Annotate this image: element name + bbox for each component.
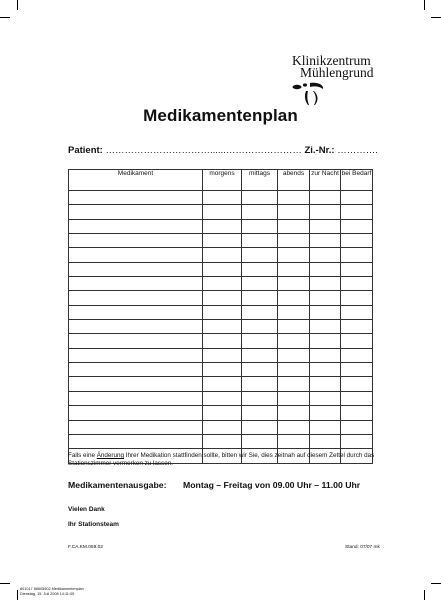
table-cell[interactable] — [203, 234, 242, 248]
table-cell[interactable] — [69, 420, 203, 434]
crop-mark — [17, 0, 18, 10]
table-cell[interactable] — [278, 277, 310, 291]
table-cell[interactable] — [310, 334, 341, 348]
print-info-line-2: Dienstag, 15. Juli 2008 14:11:05 — [20, 592, 75, 596]
table-cell[interactable] — [242, 291, 278, 305]
table-row — [69, 334, 373, 348]
table-cell[interactable] — [242, 305, 278, 319]
form-code: F.CA.KM.059.02 — [68, 545, 103, 550]
note-text-after: Ihrer Medikation stattfinden sollte, bitten wir Sie, dies zeitnah auf diesem Zettel durch das Stationszimmer vermerken zu lassen. — [68, 452, 375, 467]
change-note — [68, 452, 378, 468]
room-label: Zi.-Nr.: — [304, 145, 335, 156]
table-cell[interactable] — [69, 305, 203, 319]
table-cell[interactable] — [242, 234, 278, 248]
table-cell[interactable] — [278, 391, 310, 405]
dispensing-value: Montag – Freitag von 09.00 Uhr – 11.00 Uhr — [183, 480, 361, 490]
table-cell[interactable] — [69, 377, 203, 391]
page-title: Medikamentenplan — [143, 106, 298, 125]
clinic-logo-mark-icon — [292, 81, 330, 107]
crop-mark — [0, 583, 10, 584]
table-cell[interactable] — [242, 205, 278, 219]
table-cell[interactable] — [203, 191, 242, 205]
table-cell[interactable] — [278, 219, 310, 233]
print-info-line-1: 801017 86605902 Medikamentenplan — [20, 587, 84, 591]
table-cell[interactable] — [341, 205, 373, 219]
table-cell[interactable] — [242, 191, 278, 205]
table-cell[interactable] — [69, 277, 203, 291]
column-header-zur-nacht: zur Nacht — [310, 170, 341, 191]
table-cell[interactable] — [278, 248, 310, 262]
table-cell[interactable] — [310, 420, 341, 434]
table-cell[interactable] — [69, 320, 203, 334]
table-row — [69, 420, 373, 434]
table-cell[interactable] — [242, 262, 278, 276]
crop-mark — [0, 17, 10, 18]
table-cell[interactable] — [310, 234, 341, 248]
table-cell[interactable] — [341, 391, 373, 405]
table-cell[interactable] — [341, 191, 373, 205]
table-cell[interactable] — [310, 262, 341, 276]
table-cell[interactable] — [203, 262, 242, 276]
table-cell[interactable] — [242, 391, 278, 405]
table-cell[interactable] — [278, 363, 310, 377]
table-cell[interactable] — [242, 363, 278, 377]
table-row — [69, 391, 373, 405]
table-cell[interactable] — [341, 334, 373, 348]
table-row — [69, 363, 373, 377]
table-cell[interactable] — [69, 191, 203, 205]
table-cell[interactable] — [69, 334, 203, 348]
crop-mark — [17, 590, 18, 600]
table-cell[interactable] — [310, 406, 341, 420]
table-cell[interactable] — [203, 277, 242, 291]
crop-mark — [424, 0, 425, 10]
table-cell[interactable] — [242, 320, 278, 334]
table-cell[interactable] — [69, 291, 203, 305]
table-row — [69, 205, 373, 219]
table-cell[interactable] — [69, 391, 203, 405]
table-cell[interactable] — [242, 434, 278, 448]
team-signature: Ihr Stationsteam — [68, 521, 119, 528]
crop-mark — [424, 590, 425, 600]
table-cell[interactable] — [341, 248, 373, 262]
table-cell[interactable] — [203, 219, 242, 233]
table-cell[interactable] — [69, 363, 203, 377]
table-cell[interactable] — [278, 262, 310, 276]
table-cell[interactable] — [278, 334, 310, 348]
table-cell[interactable] — [341, 277, 373, 291]
table-cell[interactable] — [242, 248, 278, 262]
logo-line-2: Mühlengrund — [300, 65, 374, 80]
table-cell[interactable] — [341, 363, 373, 377]
crop-mark — [431, 583, 441, 584]
table-cell[interactable] — [242, 377, 278, 391]
table-cell[interactable] — [310, 219, 341, 233]
table-cell[interactable] — [69, 434, 203, 448]
table-row — [69, 277, 373, 291]
table-cell[interactable] — [310, 277, 341, 291]
table-cell[interactable] — [310, 377, 341, 391]
table-cell[interactable] — [203, 434, 242, 448]
table-row — [69, 348, 373, 362]
table-cell[interactable] — [341, 305, 373, 319]
patient-line — [68, 145, 378, 156]
table-cell[interactable] — [341, 262, 373, 276]
column-header-medikament: Medikament — [69, 170, 203, 191]
table-cell[interactable] — [310, 248, 341, 262]
clinic-logo — [282, 54, 392, 114]
table-cell[interactable] — [341, 434, 373, 448]
table-cell[interactable] — [203, 406, 242, 420]
table-cell[interactable] — [203, 320, 242, 334]
table-cell[interactable] — [310, 391, 341, 405]
table-cell[interactable] — [310, 191, 341, 205]
table-row — [69, 262, 373, 276]
thanks-text: Vielen Dank — [68, 506, 105, 513]
form-version: Stand: 07/07 mk — [345, 545, 380, 550]
table-cell[interactable] — [278, 305, 310, 319]
table-cell[interactable] — [278, 434, 310, 448]
table-cell[interactable] — [341, 234, 373, 248]
room-field[interactable]: …………. — [337, 145, 378, 156]
table-row — [69, 377, 373, 391]
table-cell[interactable] — [278, 191, 310, 205]
table-cell[interactable] — [310, 320, 341, 334]
table-cell[interactable] — [341, 348, 373, 362]
table-cell[interactable] — [278, 320, 310, 334]
table-row — [69, 434, 373, 448]
table-cell[interactable] — [341, 406, 373, 420]
table-cell[interactable] — [341, 420, 373, 434]
note-text-before: Falls eine — [68, 452, 97, 459]
table-cell[interactable] — [310, 363, 341, 377]
table-cell[interactable] — [203, 377, 242, 391]
table-cell[interactable] — [242, 348, 278, 362]
table-cell[interactable] — [278, 406, 310, 420]
table-cell[interactable] — [341, 291, 373, 305]
column-header-abends: abends — [278, 170, 310, 191]
table-cell[interactable] — [310, 305, 341, 319]
table-cell[interactable] — [69, 234, 203, 248]
table-row — [69, 406, 373, 420]
table-cell[interactable] — [69, 219, 203, 233]
medication-table — [68, 169, 373, 464]
dispensing-hours — [68, 480, 361, 490]
table-cell[interactable] — [242, 219, 278, 233]
table-cell[interactable] — [203, 248, 242, 262]
table-cell[interactable] — [310, 348, 341, 362]
table-row — [69, 234, 373, 248]
logo-line-1: Klinikzentrum — [292, 53, 371, 68]
table-row — [69, 219, 373, 233]
table-cell[interactable] — [278, 234, 310, 248]
table-cell[interactable] — [242, 277, 278, 291]
table-row — [69, 291, 373, 305]
note-underlined-word: Änderung — [96, 452, 125, 459]
column-header-mittags: mittags — [242, 170, 278, 191]
patient-field[interactable]: ……………………………......…………………… — [105, 145, 302, 156]
column-header-morgens: morgens — [203, 170, 242, 191]
table-row — [69, 320, 373, 334]
table-row — [69, 248, 373, 262]
table-row — [69, 191, 373, 205]
table-cell[interactable] — [203, 391, 242, 405]
table-cell[interactable] — [69, 205, 203, 219]
table-cell[interactable] — [310, 291, 341, 305]
table-header-row — [69, 170, 373, 191]
table-cell[interactable] — [278, 205, 310, 219]
table-cell[interactable] — [203, 291, 242, 305]
table-cell[interactable] — [203, 205, 242, 219]
table-cell[interactable] — [203, 363, 242, 377]
table-cell[interactable] — [69, 262, 203, 276]
patient-label: Patient: — [68, 145, 103, 156]
table-cell[interactable] — [278, 348, 310, 362]
table-cell[interactable] — [278, 377, 310, 391]
table-cell[interactable] — [278, 420, 310, 434]
table-cell[interactable] — [242, 406, 278, 420]
dispensing-label: Medikamentenausgabe: — [68, 480, 167, 490]
table-cell[interactable] — [341, 219, 373, 233]
table-cell[interactable] — [69, 348, 203, 362]
table-cell[interactable] — [242, 334, 278, 348]
table-cell[interactable] — [203, 334, 242, 348]
table-cell[interactable] — [203, 348, 242, 362]
table-cell[interactable] — [203, 305, 242, 319]
crop-mark — [431, 17, 441, 18]
table-cell[interactable] — [341, 377, 373, 391]
table-cell[interactable] — [310, 434, 341, 448]
table-row — [69, 305, 373, 319]
table-cell[interactable] — [278, 291, 310, 305]
table-cell[interactable] — [69, 248, 203, 262]
table-cell[interactable] — [242, 420, 278, 434]
table-cell[interactable] — [341, 320, 373, 334]
table-cell[interactable] — [203, 420, 242, 434]
table-cell[interactable] — [310, 205, 341, 219]
table-cell[interactable] — [69, 406, 203, 420]
column-header-bei-bedarf: bei Bedarf — [341, 170, 373, 191]
